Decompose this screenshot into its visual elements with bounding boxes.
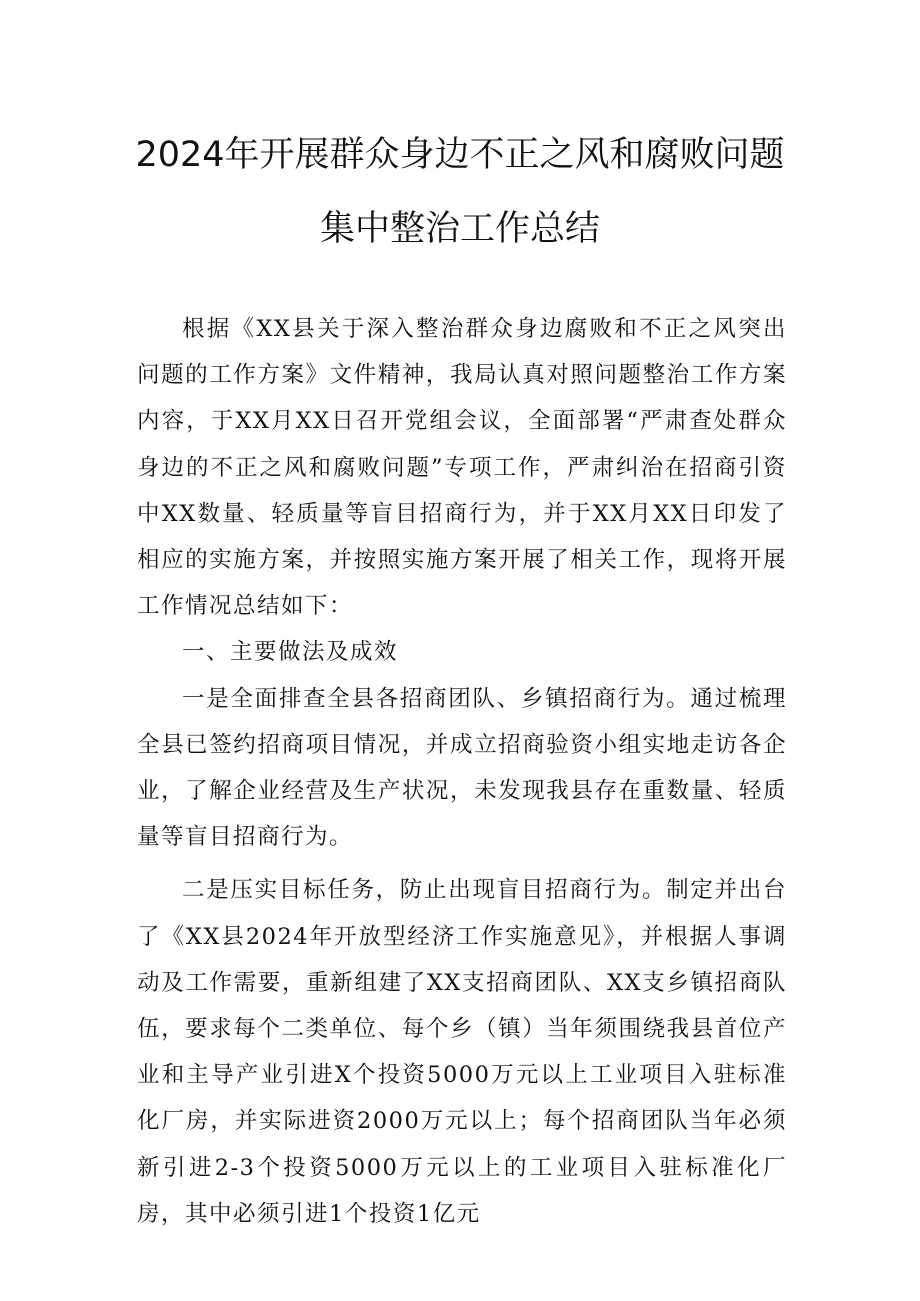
section-heading: 一、主要做法及成效 [182,639,399,666]
document-body [137,306,787,1237]
title-line-2: 集中整治工作总结 [319,209,600,249]
point-two-paragraph: 二是压实目标任务，防止出现盲目招商行为。制定并出台了《XX县2024年开放型经济工作实施意见》，并根据人事调动及工作需要，重新组建了XX支招商团队、XX支乡镇招商队伍，要求每个二类单位、每个乡（镇）当年须围绕我县首位产业和主导产业引进X个投资5000万元以上工业项目入驻标准化厂房，并实际进资2000万元以上；每个招商团队当年必须新引进2-3个投资5000万元以上的工业项目入驻标准化厂房，其中必须引进1个投资1亿元 [137,877,787,1227]
intro-paragraph: 根据《XX县关于深入整治群众身边腐败和不正之风突出问题的工作方案》文件精神，我局认真对照问题整治工作方案内容，于XX月XX日召开党组会议，全面部署“严肃查处群众身边的不正之风和腐败问题”专项工作，严肃纠治在招商引资中XX数量、轻质量等盲目招商行为，并于XX月XX日印发了相应的实施方案，并按照实施方案开展了相关工作，现将开展工作情况总结如下： [137,316,787,620]
title-line-1: 2024年开展群众身边不正之风和腐败问题 [135,135,785,175]
document-title [0,118,920,266]
point-one-paragraph: 一是全面排查全县各招商团队、乡镇招商行为。通过梳理全县已签约招商项目情况，并成立招商验资小组实地走访各企业，了解企业经营及生产状况，未发现我县存在重数量、轻质量等盲目招商行为。 [137,685,787,851]
